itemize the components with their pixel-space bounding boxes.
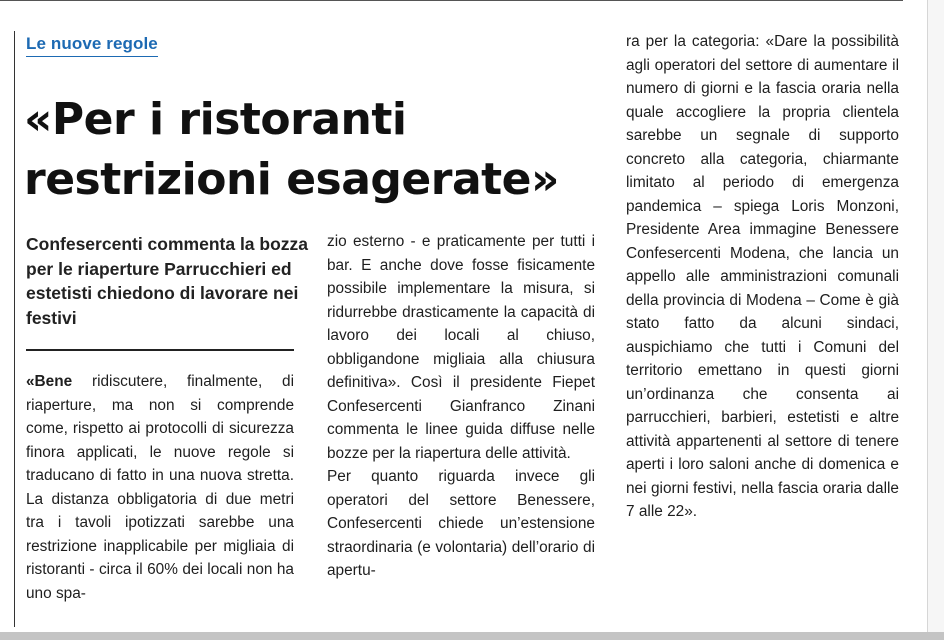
paragraph: Per quanto riguarda invece gli operatori del settore Benessere, Confesercenti chiede un’estensione straordinaria (e volontaria) dell’orario di apertu- <box>327 468 595 579</box>
kicker: Le nuove regole <box>26 34 158 57</box>
article-column-3 <box>626 30 899 524</box>
headline: «Per i ristoranti restrizioni esagerate» <box>24 94 559 205</box>
lead-word: «Bene <box>26 373 73 390</box>
bottom-scroll-bar <box>0 632 944 640</box>
paragraph: zio esterno - e praticamente per tutti i bar. E anche dove fosse fisicamente possibile implementare la misura, si ridurrebbe drasticamente la capacità di lavoro dei locali al chiuso, obbligandone migliaia alla chiusura definitiva». Così il presidente Fiepet Confesercenti Gianfranco Zinani commenta le linee guida diffuse nelle bozze per la riapertura delle attività. <box>327 233 595 462</box>
left-column-rule <box>14 31 15 627</box>
section-separator <box>26 349 294 351</box>
paragraph: ra per la categoria: «Dare la possibilità agli operatori del settore di aumentare il numero di giorni e la fascia oraria nella quale accogliere la propria clientela sarebbe un segnale di supporto concreto alla categoria, chiarmante limitato al periodo di emergenza pandemica – spiega Loris Monzoni, Presidente Area immagine Benessere Confesercenti Modena, che lancia un appello alle amministrazioni comunali della provincia di Modena – Come è già stato fatto da alcuni sindaci, auspichiamo che tutti i Comuni del territorio emettano in questi giorni un’ordinanza che consenta ai parrucchieri, barbieri, estetisti e altre attività appartenenti al settore di tenere aperti i loro saloni anche di domenica e nei giorni festivi, nella fascia oraria dalle 7 alle 22». <box>626 33 899 520</box>
paragraph-text: ridiscutere, finalmente, di riaperture, ma non si comprende come, rispetto ai protocolli di sicurezza finora applicati, le nuove regole si traducano di fatto in una nuova stretta. La distanza obbligatoria di due metri tra i tavoli ipotizzati sarebbe una restrizione inapplicabile per migliaia di ristoranti - circa il 60% dei locali non ha uno spa- <box>26 373 294 602</box>
subheadline: Confesercenti commenta la bozza per le riaperture Parrucchieri ed estetisti chiedono di lavorare nei festivi <box>26 234 309 328</box>
article-column-1 <box>26 370 294 605</box>
paragraph <box>26 370 294 605</box>
article-column-2 <box>327 230 595 583</box>
top-rule <box>0 0 903 1</box>
page-edge <box>927 0 944 633</box>
